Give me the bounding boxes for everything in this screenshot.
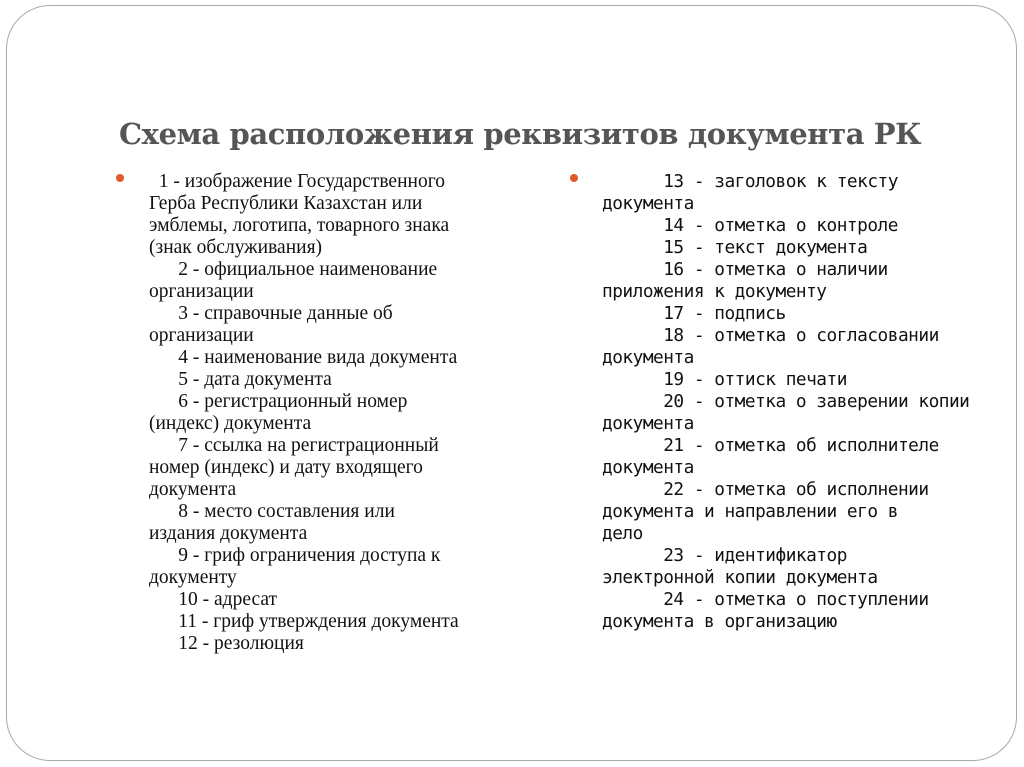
- right-column-requisites: 13 - заголовок к тексту документа 14 - отметка о контроле 15 - текст документа 16 - отметка о наличии приложения к документу 17 - подпись 18 - отметка о согласовании документа 19 - оттиск печати 20 - отметка о заверении копии документа 21 - отметка об исполнителе документа 22 - отметка об исполнении документа и направлении его в дело 23 - идентификатор электронной копии документа 24 - отметка о поступлении документа в организацию: [602, 171, 970, 632]
- left-bullet-icon: [116, 174, 124, 182]
- slide-frame: [6, 5, 1017, 761]
- left-column-requisites: 1 - изображение Государственного Герба Республики Казахстан или эмблемы, логотипа, товарного знака (знак обслуживания) 2 - официальное наименование организации 3 - справочные данные об организации 4 - наименование вида документа 5 - дата документа 6 - регистрационный номер (индекс) документа 7 - ссылка на регистрационный номер (индекс) и дату входящего документа 8 - место составления или издания документа 9 - гриф ограничения доступа к документу 10 - адресат 11 - гриф утверждения документа 12 - резолюция: [149, 171, 459, 654]
- right-bullet-icon: [570, 174, 578, 182]
- slide-title: Схема расположения реквизитов документа РК: [119, 117, 922, 151]
